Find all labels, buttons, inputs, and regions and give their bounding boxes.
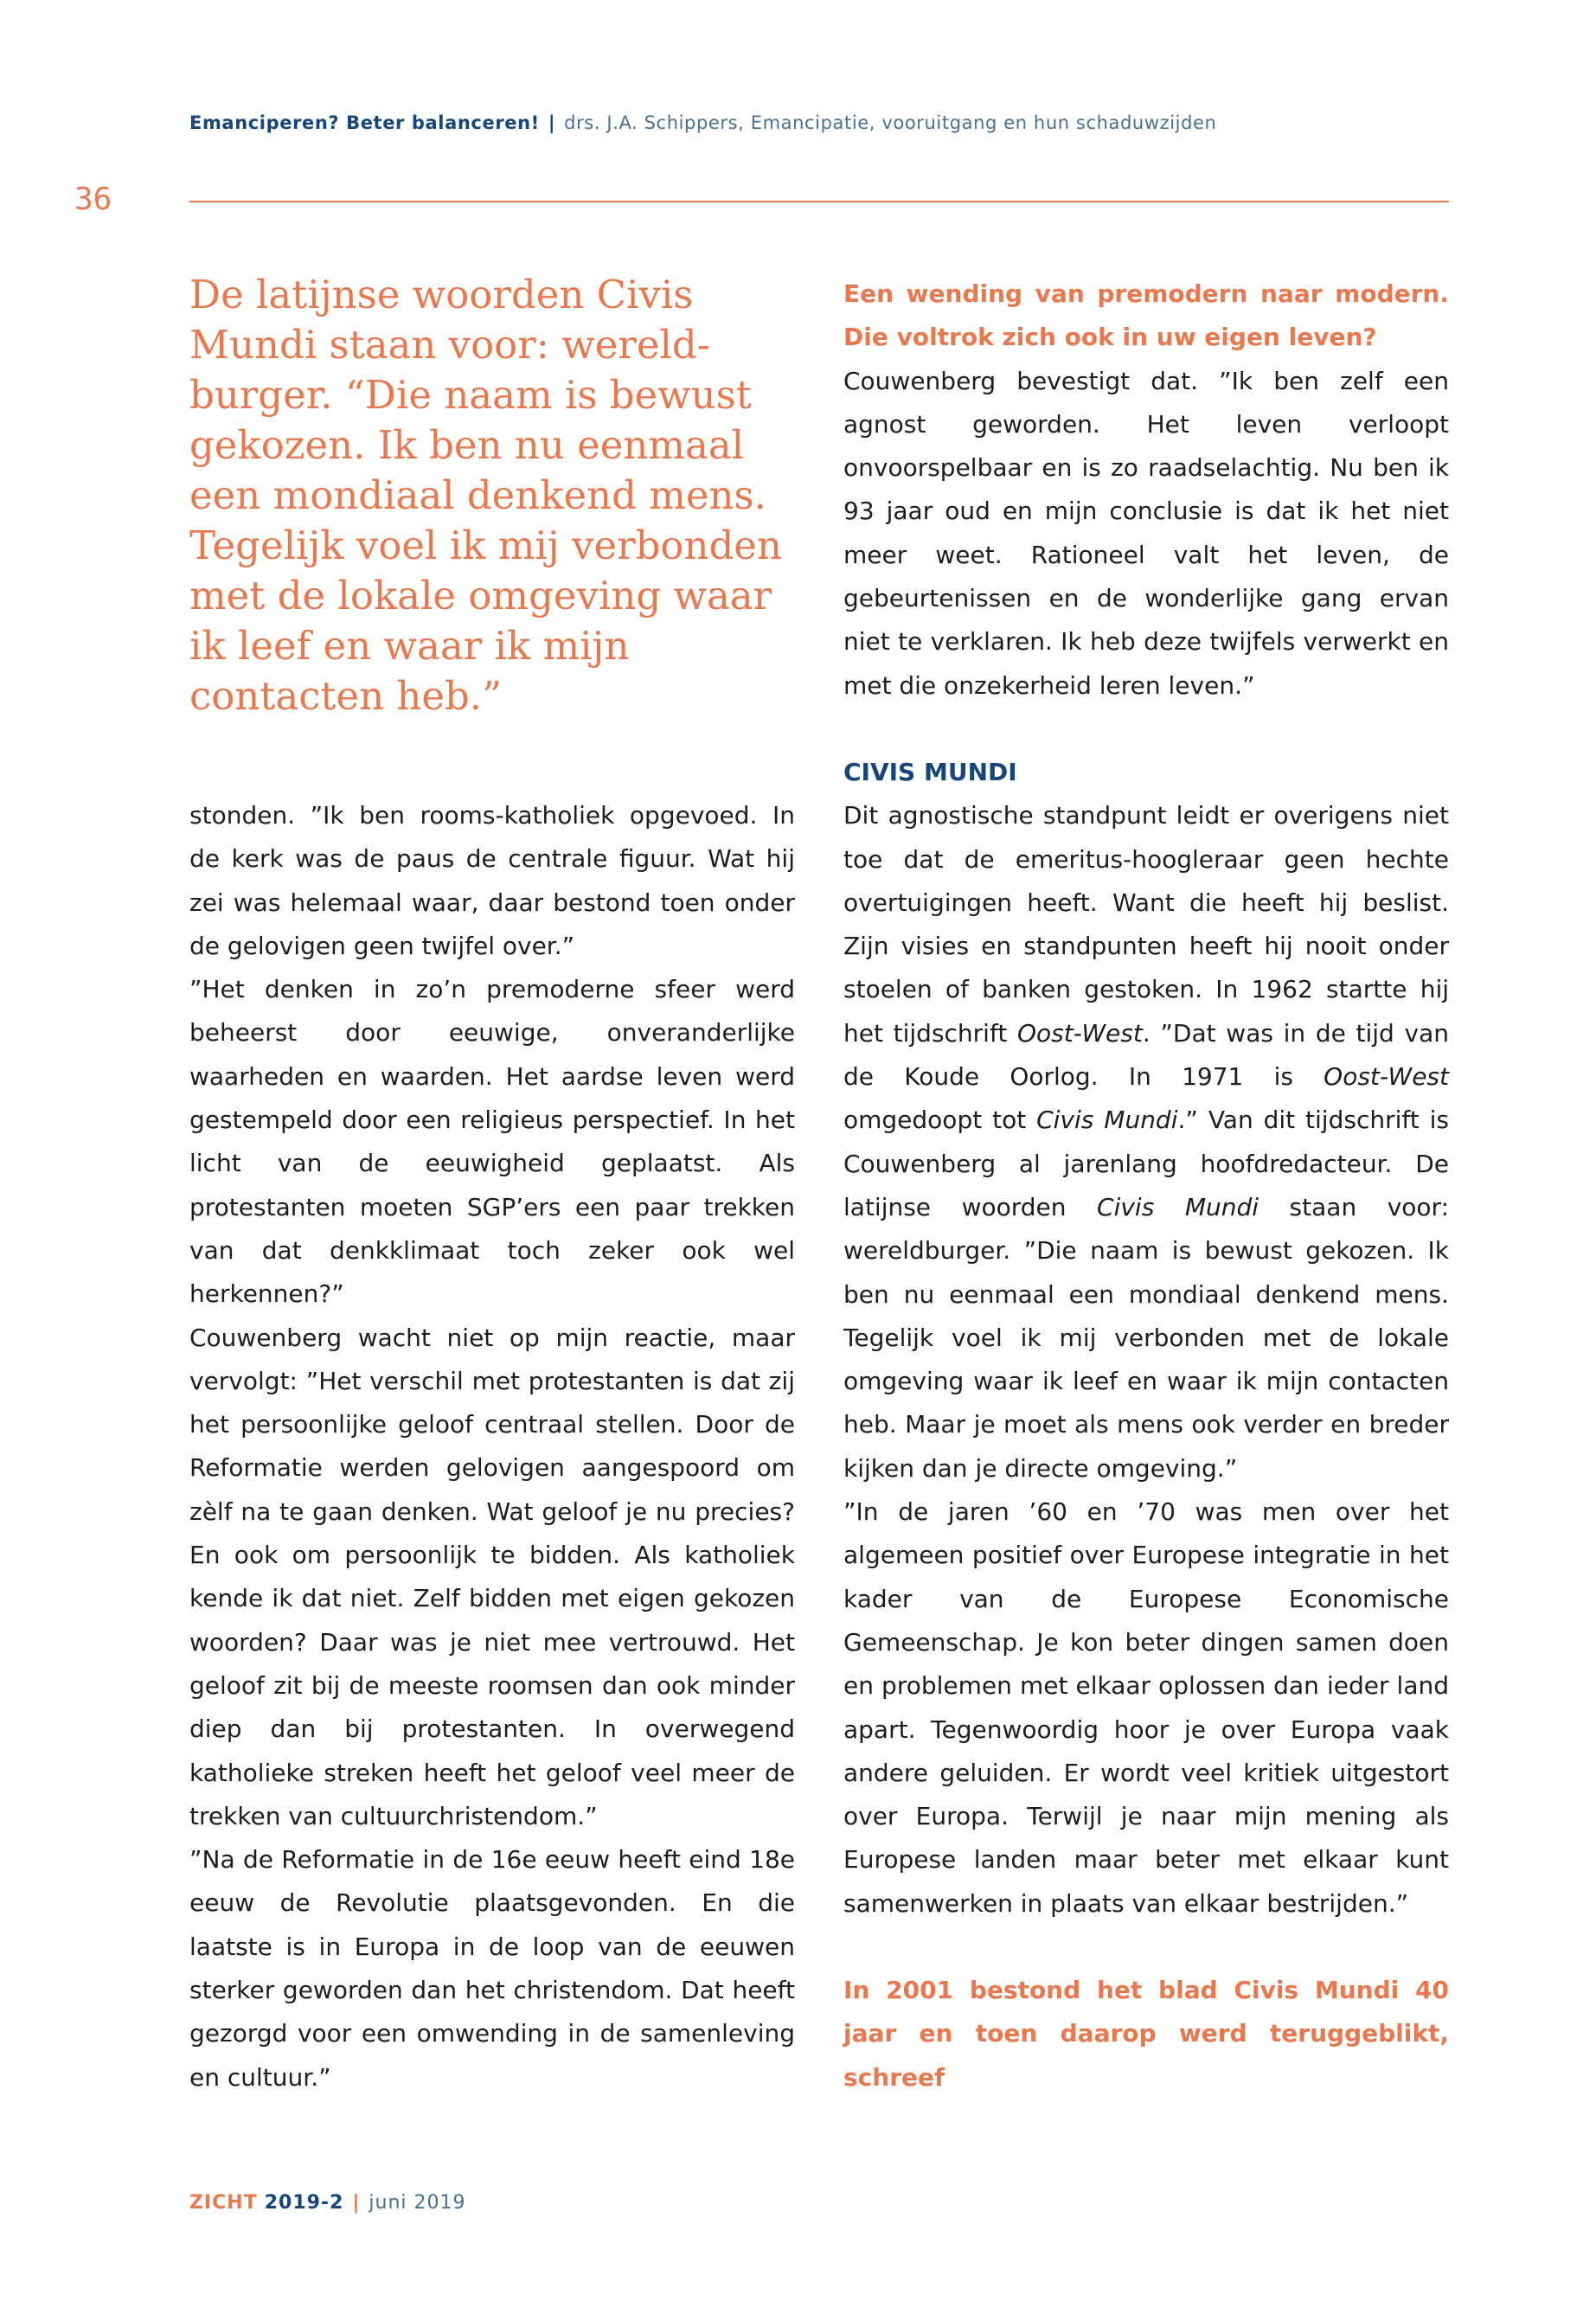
right-column (843, 272, 1449, 2099)
right-paragraph-2 (843, 794, 1449, 1490)
page-footer (189, 2192, 466, 2214)
right-paragraph-3: ”In de jaren ’60 en ’70 was men over het algemeen positief over Europese integratie in het kader van de Europese Economische Gemeenschap. Je kon beter dingen samen doen en problemen met elkaar oplossen dan ieder land apart. Tegenwoordig hoor je over Europa vaak andere geluiden. Er wordt veel kritiek uitgestort over Europa. Terwijl je naar mijn mening als Europese landen maar beter met elkaar kunt samenwerken in plaats van elkaar bestrijden.” (843, 1497, 1449, 1918)
right-paragraph-1: Couwenberg bevestigt dat. ”Ik ben zelf een agnost geworden. Het leven verloopt onvoorspelbaar en is zo raadselachtig. Nu ben ik 93 jaar oud en mijn conclusie is dat ik het niet meer weet. Rationeel valt het leven, de gebeurtenissen en de wonderlijke gang ervan niet te verklaren. Ik heb deze twijfels verwerkt en met die onzekerheid leren leven.” (843, 366, 1449, 700)
header-separator: | (548, 112, 556, 133)
text-run: staan voor: wereldburger. ”Die naam is bewust gekozen. Ik ben nu eenmaal een mondiaal denkend mens. Tegelijk voel ik mij verbonden met de lokale omgeving waar ik leef en waar ik mijn contacten heb. Maar je moet als mens ook verder en breder kijken dan je directe omgeving.” (843, 1192, 1450, 1483)
header-subtitle: drs. J.A. Schippers, Emancipatie, vooruitgang en hun schaduwzijden (564, 112, 1217, 133)
interview-question-2: In 2001 bestond het blad Civis Mundi 40 jaar en toen daarop werd teruggeblikt, schreef (843, 1975, 1449, 2092)
left-paragraph-2: ”Het denken in zo’n premoderne sfeer werd beheerst door eeuwige, onveranderlijke waarheden en waarden. Het aardse leven werd gestempeld door een religieus perspectief. In het licht van de eeuwigheid geplaatst. Als protestanten moeten SGP’ers een paar trekken van dat denkklimaat toch zeker ook wel herkennen?” (189, 975, 795, 1309)
left-column (189, 794, 795, 2099)
interview-question-1: Een wending van premodern naar modern. Die voltrok zich ook in uw eigen leven? (843, 279, 1449, 352)
footer-date: juni 2019 (369, 2192, 466, 2214)
magazine-name-italic: Civis Mundi (1097, 1192, 1259, 1221)
text-run: Dit agnostische standpunt leidt er overigens niet toe dat de emeritus-hoogleraar geen hechte overtuigingen heeft. Want die heeft hij beslist. Zijn visies en standpunten heeft hij nooit onder stoelen of banken gestoken. In 1962 startte hij het tijdschrift (843, 801, 1449, 1048)
page-number: 36 (74, 182, 112, 217)
text-run: . ”Dat was in de tijd van de Koude Oorlog. In 1971 is (843, 1018, 1449, 1092)
pull-quote: De latijnse woorden Civis Mundi staan voor: wereldburger. “Die naam is bewust gekozen. Ik ben nu eenmaal een mondiaal denkend mens. Tegelijk voel ik mij verbonden met de lokale omgeving waar ik leef en waar ik mijn contacten heb.” (189, 272, 782, 719)
header-rule (189, 201, 1449, 202)
magazine-name-italic: Oost-West (1324, 1062, 1449, 1092)
header-title: Emanciperen? Beter balanceren! (189, 112, 540, 133)
paragraph-gap (843, 708, 1449, 751)
text-run: .” Van dit tijdschrift is Couwenberg al jarenlang hoofdredacteur. De latijnse woorden (843, 1106, 1450, 1221)
footer-separator: | (352, 2192, 361, 2214)
paragraph-gap (843, 1926, 1449, 1969)
text-run: omgedoopt tot (843, 1106, 1037, 1135)
magazine-name-italic: Civis Mundi (1036, 1106, 1178, 1135)
left-paragraph-3: Couwenberg wacht niet op mijn reactie, maar vervolgt: ”Het verschil met protestanten is dat zij het persoonlijke geloof centraal stellen. Door de Reformatie werden gelovigen aangespoord om zèlf na te gaan denken. Wat geloof je nu precies? En ook om persoonlijk te bidden. Als katholiek kende ik dat niet. Zelf bidden met eigen gekozen woorden? Daar was je niet mee vertrouwd. Het geloof zit bij de meeste roomsen dan ook minder diep dan bij protestanten. In overwegend katholieke streken heeft het geloof veel meer de trekken van cultuurchristendom.” (189, 1323, 795, 1830)
running-header (189, 112, 1452, 133)
left-paragraph-1: stonden. ”Ik ben rooms-katholiek opgevoed. In de kerk was de paus de centrale figuur. Wat hij zei was helemaal waar, daar bestond toen onder de gelovigen geen twijfel over.” (189, 801, 795, 960)
section-heading: CIVIS MUNDI (843, 757, 1017, 786)
magazine-name-italic: Oost-West (1017, 1018, 1143, 1048)
left-paragraph-4: ”Na de Reformatie in de 16e eeuw heeft eind 18e eeuw de Revolutie plaatsgevonden. En die laatste is in Europa in de loop van de eeuwen sterker geworden dan het christendom. Dat heeft gezorgd voor een omwending in de samenleving en cultuur.” (189, 1845, 795, 2092)
footer-magazine: ZICHT (189, 2192, 258, 2214)
footer-issue: 2019-2 (264, 2192, 344, 2214)
